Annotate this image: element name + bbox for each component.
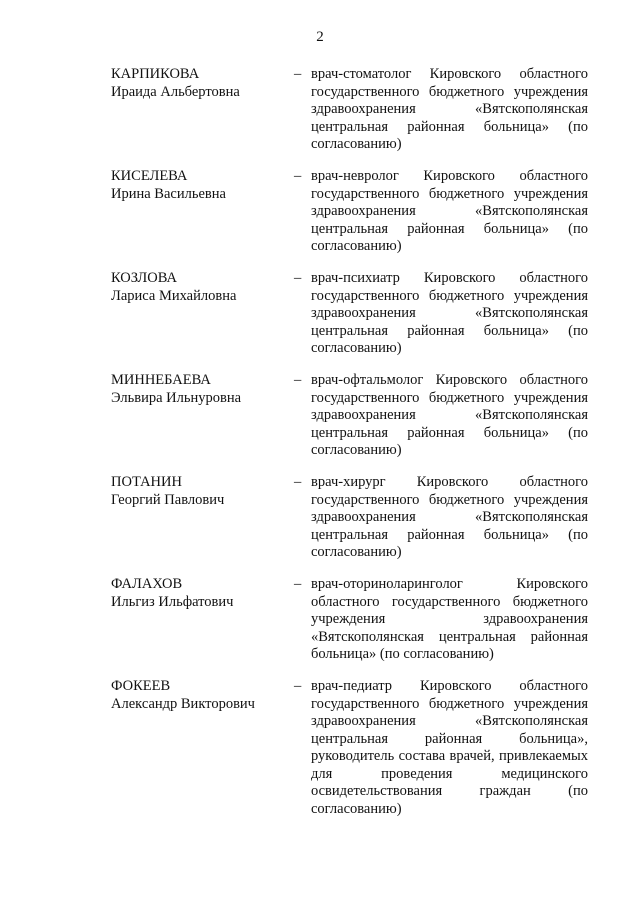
member-role: врач-педиатр Кировского областного государственного бюджетного учреждения здравоохранения «Вятскополянская центральная районная больница», руководитель состава врачей, привлекаемых для проведения медицинского освидетельствования граждан (по согласованию) xyxy=(311,678,588,817)
member-entry-falakhov xyxy=(0,576,640,678)
member-role: врач-стоматолог Кировского областного государственного бюджетного учреждения здравоохранения «Вятскополянская центральная районная больница» (по согласованию) xyxy=(311,66,588,152)
member-name xyxy=(111,372,291,407)
member-name xyxy=(111,678,291,713)
member-surname: МИННЕБАЕВА xyxy=(111,372,211,388)
member-role: врач-хирург Кировского областного государственного бюджетного учреждения здравоохранения «Вятскополянская центральная районная больница» (по согласованию) xyxy=(311,474,588,560)
member-given-names: Эльвира Ильнуровна xyxy=(111,389,242,406)
member-surname: КОЗЛОВА xyxy=(111,270,177,286)
member-role: врач-оториноларинголог Кировского областного государственного бюджетного учреждения здравоохранения «Вятскополянская центральная районная больница» (по согласованию) xyxy=(311,576,588,662)
member-given-names: Александр Викторович xyxy=(111,695,255,712)
member-given-names: Георгий Павлович xyxy=(111,491,225,508)
member-role: врач-невролог Кировского областного государственного бюджетного учреждения здравоохранения «Вятскополянская центральная районная больница» (по согласованию) xyxy=(311,168,588,254)
member-entry-fokeev xyxy=(0,678,640,818)
member-surname: КАРПИКОВА xyxy=(111,66,200,82)
member-given-names: Ирина Васильевна xyxy=(111,185,226,202)
member-given-names: Лариса Михайловна xyxy=(111,287,237,304)
member-given-names: Ираида Альбертовна xyxy=(111,83,240,100)
page-number: 2 xyxy=(316,29,324,45)
entry-dash: – xyxy=(294,678,302,694)
entry-dash: – xyxy=(294,372,302,388)
entry-dash: – xyxy=(294,576,302,592)
member-surname: ФОКЕЕВ xyxy=(111,678,171,694)
entry-dash: – xyxy=(294,168,302,184)
entry-dash: – xyxy=(294,66,302,82)
member-name xyxy=(111,270,291,305)
commission-member-list xyxy=(0,66,640,818)
member-name xyxy=(111,66,291,101)
member-given-names: Ильгиз Ильфатович xyxy=(111,593,234,610)
member-entry-minnebaeva xyxy=(0,372,640,474)
member-entry-kozlova xyxy=(0,270,640,372)
member-entry-potanin xyxy=(0,474,640,576)
member-name xyxy=(111,168,291,203)
member-role: врач-офтальмолог Кировского областного государственного бюджетного учреждения здравоохранения «Вятскополянская центральная районная больница» (по согласованию) xyxy=(311,372,588,458)
entry-dash: – xyxy=(294,474,302,490)
member-entry-kiseleva xyxy=(0,168,640,270)
entry-dash: – xyxy=(294,270,302,286)
member-surname: КИСЕЛЕВА xyxy=(111,168,188,184)
member-entry-karpikova xyxy=(0,66,640,168)
member-name xyxy=(111,576,291,611)
member-surname: ФАЛАХОВ xyxy=(111,576,183,592)
member-surname: ПОТАНИН xyxy=(111,474,182,490)
member-role: врач-психиатр Кировского областного государственного бюджетного учреждения здравоохранения «Вятскополянская центральная районная больница» (по согласованию) xyxy=(311,270,588,356)
member-name xyxy=(111,474,291,509)
